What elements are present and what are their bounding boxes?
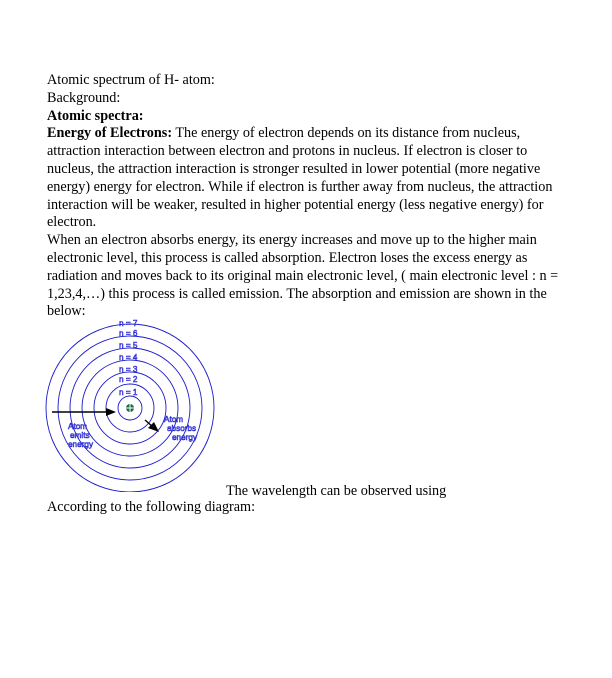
level-label-4: n = 4	[119, 353, 138, 362]
emits-label-line3: energy	[68, 440, 94, 449]
level-label-6: n = 6	[119, 329, 138, 338]
level-label-1: n = 1	[119, 388, 138, 397]
absorption-arrow-icon	[145, 420, 159, 432]
energy-body: The energy of electron depends on its distance from nucleus, attraction interaction between electron and protons in nucleus. If electron is closer to nucleus, the attraction interaction is stronger resulted in lower potential (more negative energy) energy for electron. While if electron is further away from nucleus, the attraction interaction will be weaker, resulted in higher potential energy (less negative energy) for electron.	[47, 125, 553, 231]
absorbs-label-line3: energy	[172, 433, 198, 442]
absorbs-label-line1: Atom	[164, 415, 184, 424]
emits-label-line2: emits	[70, 431, 90, 440]
title-line: Atomic spectrum of H- atom:	[47, 72, 215, 88]
atomic-spectra-heading	[47, 108, 577, 126]
energy-level-diagram	[44, 316, 224, 492]
nucleus-icon	[126, 404, 134, 412]
document-text	[47, 72, 577, 321]
energy-label: Energy of Electrons:	[47, 125, 173, 142]
energy-paragraph	[47, 125, 577, 232]
absorbs-label-line2: absorbs	[167, 424, 197, 433]
level-label-3: n = 3	[119, 365, 138, 374]
following-diagram-line: According to the following diagram:	[47, 499, 256, 515]
emission-arrow-icon	[52, 408, 116, 416]
absorption-paragraph: When an electron absorbs energy, its energy increases and move up to the higher main electronic level, this process is called absorption. Electron loses the excess energy as radiation and moves back to its original main electronic level, ( main electronic level : n = 1,23,4,…) this process is called emission. The absorption and emission are shown in the below:	[47, 232, 559, 320]
level-label-2: n = 2	[119, 375, 138, 384]
wavelength-line: The wavelength can be observed using	[226, 483, 447, 499]
emits-label-line1: Atom	[68, 422, 88, 431]
atomic-spectra-bold: Atomic spectra:	[47, 107, 144, 124]
level-label-5: n = 5	[119, 341, 138, 350]
level-label-7: n = 7	[119, 319, 138, 328]
background-heading: Background:	[47, 89, 121, 106]
